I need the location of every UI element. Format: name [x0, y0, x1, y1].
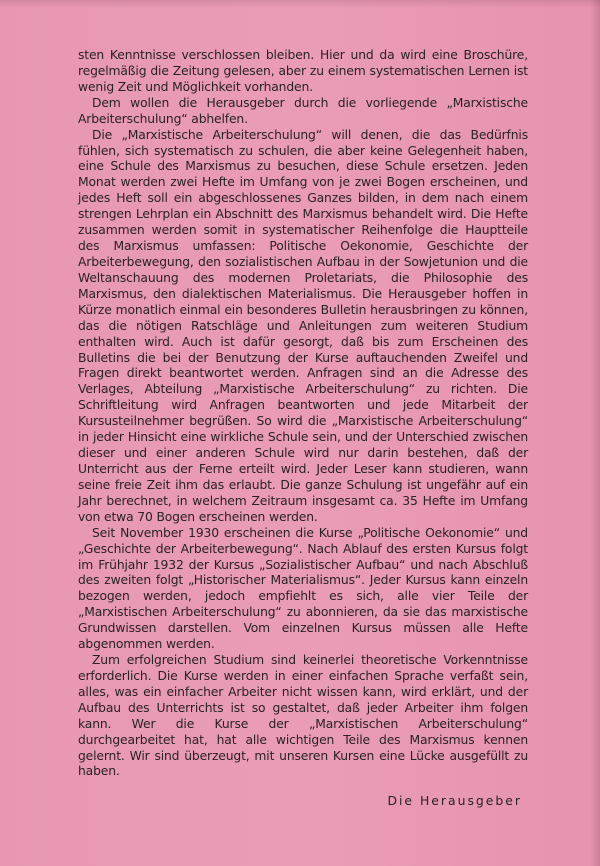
paragraph: sten Kenntnisse verschlossen bleiben. Hier und da wird eine Broschüre, regelmäßig die Zeitung gelesen, aber zu einem systematischen Lernen ist wenig Zeit und Möglichkeit vorhanden.: [78, 48, 528, 94]
body-text: [78, 48, 528, 780]
paragraph: Zum erfolgreichen Studium sind keinerlei theoretische Vorkenntnisse erforderlich. Die Kurse werden in einer einfachen Sprache verfaßt sein, alles, was ein einfacher Arbeiter nicht wissen kann, wird erklärt, und der Aufbau des Unterrichts ist so gestaltet, daß jeder Arbeiter ihm folgen kann. Wer die Kurse der „Marxistischen Arbeiterschulung“ durchgearbeitet hat, hat alle wichtigen Teile des Marxismus kennen gelernt. Wir sind überzeugt, mit unseren Kursen eine Lücke ausgefüllt zu haben.: [78, 653, 528, 779]
page-edge-shadow-top: [0, 0, 600, 8]
paragraph: Dem wollen die Herausgeber durch die vorliegende „Marxistische Arbeiterschulung“ abhelfen.: [78, 95, 528, 126]
paragraph: Die „Marxistische Arbeiterschulung“ will denen, die das Bedürfnis fühlen, sich systematisch zu schulen, die aber keine Gelegenheit haben, eine Schule des Marxismus zu besuchen, diese Schule ersetzen. Jeden Monat werden zwei Hefte im Umfang von je zwei Bogen erscheinen, und jedes Heft soll ein abgeschlossenes Ganzes bilden, in dem nach einem strengen Lehrplan ein Abschnitt des Marxismus behandelt wird. Die Hefte zusammen werden somit in systematischer Reihenfolge die Hauptteile des Marxismus umfassen: Politische Oekonomie, Geschichte der Arbeiterbewegung, den sozialistischen Aufbau in der Sowjetunion und die Weltanschauung des modernen Proletariats, die Philosophie des Marxismus, den dialektischen Materialismus. Die Herausgeber hoffen in Kürze monatlich einmal ein besonderes Bulletin herausbringen zu können, das die nötigen Ratschläge und Anleitungen zum weiteren Studium enthalten wird. Auch ist dafür gesorgt, daß bis zum Erscheinen des Bulletins die bei der Benutzung der Kurse auftauchenden Zweifel und Fragen direkt beantwortet werden. Anfragen sind an die Adresse des Verlages, Abteilung „Marxistische Arbeiterschulung“ zu richten. Die Schriftleitung wird Anfragen beantworten und jede Mitarbeit der Kursusteilnehmer begrüßen. So wird die „Marxistische Arbeiterschulung“ in jeder Hinsicht eine wirkliche Schule sein, und der Unterschied zwischen dieser und einer anderen Schule wird nur darin bestehen, daß der Unterricht aus der Ferne erteilt wird. Jeder Leser kann studieren, wann seine freie Zeit ihm das erlaubt. Die ganze Schulung ist ungefähr auf ein Jahr berechnet, in welchem Zeitraum insgesamt ca. 35 Hefte im Umfang von etwa 70 Bogen erscheinen werden.: [78, 127, 528, 524]
signature: Die Herausgeber: [387, 793, 522, 808]
page-edge-shadow-right: [590, 0, 600, 866]
paragraph: Seit November 1930 erscheinen die Kurse „Politische Oekonomie“ und „Geschichte der Arbeiterbewegung“. Nach Ablauf des ersten Kursus folgt im Frühjahr 1932 der Kursus „Sozialistischer Aufbau“ und nach Abschluß des zweiten folgt „Historischer Materialismus“. Jeder Kursus kann einzeln bezogen werden, jedoch empfiehlt es sich, alle vier Teile der „Marxistischen Arbeiterschulung“ zu abonnieren, da sie das marxistische Grundwissen darstellen. Vom einzelnen Kursus müssen alle Hefte abgenommen werden.: [78, 525, 528, 652]
